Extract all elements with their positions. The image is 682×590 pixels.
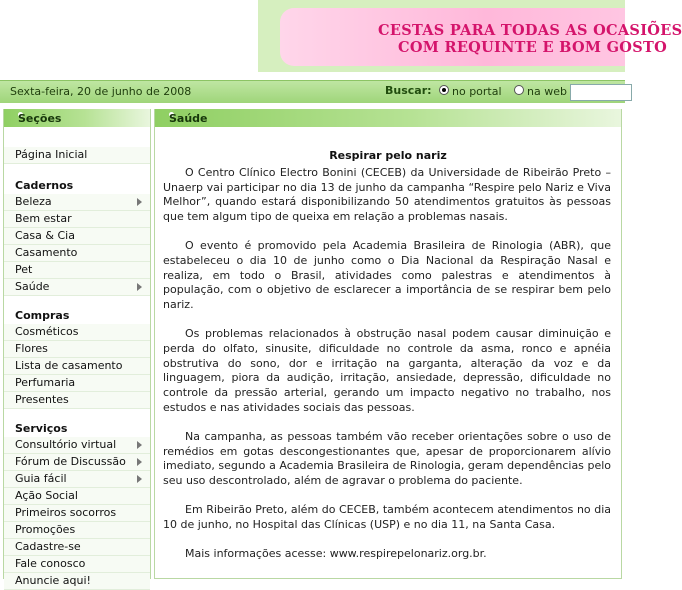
- sidebar-heading-compras: Compras: [15, 309, 70, 322]
- sidebar-item-label: Saúde: [15, 280, 50, 293]
- chevron-right-icon: [137, 198, 142, 206]
- sidebar-item-label: Consultório virtual: [15, 438, 117, 451]
- sidebar-heading-cadernos: Cadernos: [15, 179, 74, 192]
- sidebar-item-saude[interactable]: [4, 279, 150, 296]
- sidebar-item-acao-social[interactable]: [4, 488, 150, 505]
- article-title: Respirar pelo nariz: [329, 149, 447, 162]
- sidebar-item-label: Casa & Cia: [15, 229, 75, 242]
- sidebar-item-cosmeticos[interactable]: [4, 324, 150, 341]
- header: [0, 0, 682, 80]
- sidebar-item-label: Fale conosco: [15, 557, 86, 570]
- sidebar-item-label: Presentes: [15, 393, 69, 406]
- sidebar-item-label: Perfumaria: [15, 376, 76, 389]
- sidebar-item-home[interactable]: Página Inicial: [4, 147, 150, 164]
- article-paragraph: Em Ribeirão Preto, além do CECEB, também acontecem atendimentos no dia 10 de junho, no Hospital das Clínicas (USP) e no dia 11, na Santa Casa.: [163, 503, 611, 532]
- search-input[interactable]: [570, 84, 632, 101]
- sidebar-item-label: Ação Social: [15, 489, 78, 502]
- current-date: Sexta-feira, 20 de junho de 2008: [10, 85, 192, 98]
- sidebar-item-bem-estar[interactable]: [4, 211, 150, 228]
- article-paragraph: O evento é promovido pela Academia Brasileira de Rinologia (ABR), que estabeleceu o dia 10 de junho como o Dia Nacional da Respiração Nasal e realiza, em todo o Brasil, atividades como palestras e atendimentos à população, com o objetivo de esclarecer a importância de se respirar bem pelo nariz.: [163, 239, 611, 312]
- banner-line-2: COM REQUINTE E BOM GOSTO: [398, 39, 668, 56]
- sidebar: [3, 109, 151, 587]
- radio-portal[interactable]: [439, 85, 449, 95]
- section-title: Saúde: [169, 112, 208, 125]
- sidebar-item-label: Bem estar: [15, 212, 72, 225]
- radio-web-label[interactable]: na web: [527, 85, 567, 98]
- chevron-right-icon: [137, 458, 142, 466]
- sidebar-item-beleza[interactable]: [4, 194, 150, 211]
- sidebar-menu: [4, 127, 150, 590]
- article-paragraph: Na campanha, as pessoas também vão receber orientações sobre o uso de remédios em gotas descongestionantes que, apesar de proporcionarem alívio imediato, segundo a Academia Brasileira de Rinologia, geram dependências pelo seu uso descontrolado, além de agravar o problema do paciente.: [163, 430, 611, 488]
- sidebar-item-cadastre[interactable]: [4, 539, 150, 556]
- sidebar-item-casamento[interactable]: [4, 245, 150, 262]
- sidebar-item-guia[interactable]: [4, 471, 150, 488]
- article-body: [163, 166, 611, 576]
- sidebar-item-primeiros-socorros[interactable]: [4, 505, 150, 522]
- chevron-right-icon: [137, 441, 142, 449]
- promo-banner[interactable]: [280, 8, 682, 66]
- sidebar-item-label: Guia fácil: [15, 472, 67, 485]
- sidebar-item-label: Anuncie aqui!: [15, 574, 91, 587]
- sidebar-item-flores[interactable]: [4, 341, 150, 358]
- sidebar-item-pet[interactable]: [4, 262, 150, 279]
- search-label: Buscar:: [385, 84, 432, 97]
- chevron-right-icon: [137, 283, 142, 291]
- sidebar-item-label: Flores: [15, 342, 48, 355]
- sidebar-item-label: Promoções: [15, 523, 76, 536]
- article-paragraph: O Centro Clínico Electro Bonini (CECEB) da Universidade de Ribeirão Preto – Unaerp vai participar no dia 13 de junho da campanha “Respire pelo Nariz e Viva Melhor”, quando estará disponibilizando 50 atendimentos gratuitos às pessoas que tem algum tipo de queixa em relação a problemas nasais.: [163, 166, 611, 224]
- banner-line-1: CESTAS PARA TODAS AS OCASIÕES: [378, 22, 682, 39]
- sidebar-item-label: Casamento: [15, 246, 78, 259]
- sidebar-item-presentes[interactable]: [4, 392, 150, 409]
- sidebar-item-casa-cia[interactable]: [4, 228, 150, 245]
- section-header: [155, 109, 621, 127]
- sidebar-item-label: Pet: [15, 263, 33, 276]
- sidebar-item-perfumaria[interactable]: [4, 375, 150, 392]
- sidebar-item-fale-conosco[interactable]: [4, 556, 150, 573]
- sidebar-item-label: Lista de casamento: [15, 359, 123, 372]
- main-content: [154, 109, 622, 579]
- chevron-right-icon: [137, 475, 142, 483]
- radio-web[interactable]: [514, 85, 524, 95]
- article-paragraph[interactable]: Mais informações acesse: www.respirepelonariz.org.br.: [185, 547, 487, 561]
- sidebar-item-label: Cosméticos: [15, 325, 79, 338]
- date-search-bar: [0, 80, 625, 103]
- radio-portal-label[interactable]: no portal: [452, 85, 502, 98]
- sidebar-item-promocoes[interactable]: [4, 522, 150, 539]
- sidebar-header: [4, 109, 150, 127]
- sidebar-item-lista-casamento[interactable]: [4, 358, 150, 375]
- sidebar-item-label: Fórum de Discussão: [15, 455, 126, 468]
- sidebar-item-anuncie[interactable]: [4, 573, 150, 590]
- sidebar-item-label: Beleza: [15, 195, 52, 208]
- sidebar-title: Seções: [18, 112, 62, 125]
- sidebar-item-forum[interactable]: [4, 454, 150, 471]
- sidebar-item-consultorio[interactable]: [4, 437, 150, 454]
- sidebar-heading-servicos: Serviços: [15, 422, 68, 435]
- article-paragraph: Os problemas relacionados à obstrução nasal podem causar diminuição e perda do olfato, sinusite, dificuldade no controle da asma, ronco e apnéia obstrutiva do sono, dor e irritação na garganta, alteração da voz e da linguagem, piora da audição, irritação, ansiedade, depressão, dificuldade no controle da pressão arterial, gerando um impacto negativo no trabalho, nos estudos e nas atividades sociais das pessoas.: [163, 327, 611, 414]
- sidebar-item-label: Cadastre-se: [15, 540, 81, 553]
- sidebar-item-label: Primeiros socorros: [15, 506, 117, 519]
